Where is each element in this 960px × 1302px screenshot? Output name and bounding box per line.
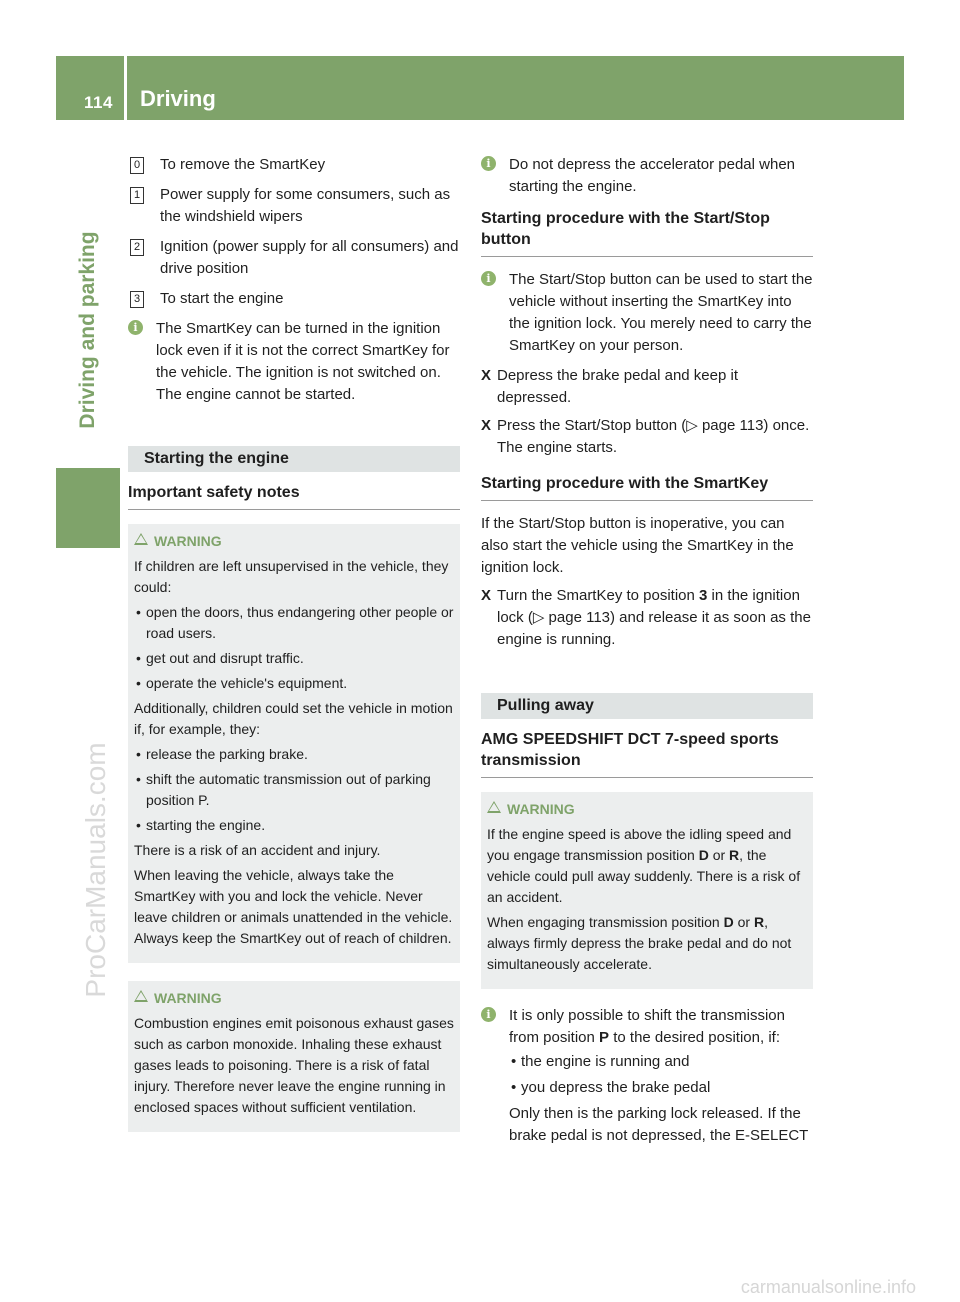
step-text: ) once. <box>763 417 810 434</box>
gear-position: D <box>723 914 734 930</box>
step-text: Turn the SmartKey to position <box>497 587 700 604</box>
page-number: 114 <box>84 93 113 112</box>
page-reference-link[interactable]: page 113 <box>548 609 610 626</box>
warning-text-part: , always firmly depress the brake pedal and do not simultaneously accelerate. <box>487 914 792 972</box>
warning-text-part: When engaging transmission position <box>487 914 724 930</box>
warning-box <box>481 792 813 989</box>
header-divider <box>124 56 127 120</box>
key-position-row <box>128 184 460 228</box>
key-position-text: Ignition (power supply for all consumers) and drive position <box>160 238 459 277</box>
step-result: The engine starts. <box>497 439 618 456</box>
warning-triangle-icon <box>487 801 501 813</box>
warning-bullet: • shift the automatic transmission out of parking position P. <box>134 769 454 811</box>
warning-text-part: or <box>708 847 730 863</box>
key-position-row <box>128 236 460 280</box>
gear-position: P <box>599 1029 610 1046</box>
subheading: Starting procedure with the Start/Stop button <box>481 208 813 257</box>
warning-text: Additionally, children could set the vehicle in motion if, for example, they: <box>134 700 453 737</box>
right-column <box>481 154 813 1155</box>
info-bullet: • you depress the brake pedal <box>509 1077 813 1099</box>
warning-box <box>128 981 460 1132</box>
instruction-step <box>481 365 813 409</box>
key-position-3-icon: 3 <box>130 291 144 308</box>
subheading: Important safety notes <box>128 482 460 510</box>
key-position-0-icon: 0 <box>130 157 144 174</box>
side-tab-marker <box>56 468 120 548</box>
warning-triangle-icon <box>134 990 148 1002</box>
info-icon: i <box>481 156 496 171</box>
warning-text <box>487 824 807 908</box>
step-text: Depress the brake pedal and keep it depressed. <box>497 367 738 406</box>
chapter-title: Driving <box>140 86 216 111</box>
step-arrow-icon: X <box>481 587 492 604</box>
info-note-text: Do not depress the accelerator pedal when starting the engine. <box>509 156 796 195</box>
step-text: in the ignition lock ( <box>497 587 800 626</box>
key-position-text: To remove the SmartKey <box>160 156 326 173</box>
key-position-text: Power supply for some consumers, such as the windshield wipers <box>160 186 451 225</box>
warning-text <box>487 912 807 975</box>
info-icon: i <box>481 1007 496 1022</box>
info-icon: i <box>481 271 496 286</box>
paragraph: If the Start/Stop button is inoperative, you can also start the vehicle using the SmartKey in the ignition lock. <box>481 515 794 576</box>
side-section-title: Driving and parking <box>76 231 99 429</box>
warning-bullet: • starting the engine. <box>134 815 454 836</box>
warning-bullet: • operate the vehicle's equipment. <box>134 673 454 694</box>
section-heading: Pulling away <box>481 693 813 719</box>
info-note-text: The SmartKey can be turned in the ignition lock even if it is not the correct SmartKey for the vehicle. The ignition is not switched on. The engine cannot be started. <box>156 320 450 403</box>
page-reference-link[interactable]: page 113 <box>701 417 764 434</box>
warning-bullet: • release the parking brake. <box>134 744 454 765</box>
info-note <box>481 269 813 357</box>
side-watermark: ProCarManuals.com <box>80 742 111 998</box>
warning-bullet: • get out and disrupt traffic. <box>134 648 454 669</box>
warning-title <box>487 798 807 820</box>
page-ref-icon: ▷ <box>532 609 549 626</box>
warning-title <box>134 987 454 1009</box>
warning-bullet: • open the doors, thus endangering other people or road users. <box>134 602 454 644</box>
warning-title-text: WARNING <box>154 990 222 1006</box>
info-note <box>481 1005 813 1147</box>
warning-box <box>128 524 460 963</box>
left-column <box>128 154 460 1132</box>
step-text: Press the Start/Stop button ( <box>497 417 687 434</box>
instruction-step <box>481 585 813 651</box>
warning-text: Combustion engines emit poisonous exhaust gases such as carbon monoxide. Inhaling these exhaust gases leads to poisoning. There is a risk of fatal injury. Therefore never leave the engine running in enclosed spaces without sufficient ventilation. <box>134 1015 454 1115</box>
key-position-2-icon: 2 <box>130 239 144 256</box>
info-note <box>128 318 460 406</box>
warning-text: There is a risk of an accident and injury. <box>134 842 381 858</box>
subheading: AMG SPEEDSHIFT DCT 7-speed sports transmission <box>481 729 813 778</box>
key-position-text: To start the engine <box>160 290 284 307</box>
warning-text-part: , the vehicle could pull away suddenly. There is a risk of an accident. <box>487 847 801 905</box>
subheading: Starting procedure with the SmartKey <box>481 473 813 501</box>
warning-text-part: If the engine speed is above the idling speed and you engage transmission position <box>487 826 792 863</box>
warning-title <box>134 530 454 552</box>
step-arrow-icon: X <box>481 367 492 384</box>
warning-title-text: WARNING <box>507 801 575 817</box>
page-ref-icon: ▷ <box>686 417 702 434</box>
info-bullet: • the engine is running and <box>509 1051 813 1073</box>
key-position-row <box>128 288 460 310</box>
gear-position: R <box>729 847 740 863</box>
info-icon: i <box>128 320 143 335</box>
info-note <box>481 154 813 198</box>
info-text-part: It is only possible to shift the transmission from position <box>509 1007 785 1046</box>
info-note-text: The Start/Stop button can be used to start the vehicle without inserting the SmartKey into the ignition lock. You merely need to carry the SmartKey on your person. <box>509 271 813 354</box>
warning-text: When leaving the vehicle, always take the SmartKey with you and lock the vehicle. Never leave children or animals unattended in the vehicle. Always keep the SmartKey out of reach of children. <box>134 867 453 946</box>
gear-position: D <box>698 847 709 863</box>
footer-watermark: carmanualsonline.info <box>740 1277 916 1297</box>
warning-text: If children are left unsupervised in the vehicle, they could: <box>134 558 449 595</box>
warning-title-text: WARNING <box>154 533 222 549</box>
step-text: ) and release it as soon as the engine is running. <box>497 609 811 648</box>
info-note-body <box>497 1005 813 1147</box>
section-heading: Starting the engine <box>128 446 460 472</box>
key-position-row <box>128 154 460 176</box>
info-text-part: to the desired position, if: <box>609 1029 780 1046</box>
warning-text-part: or <box>733 914 754 930</box>
warning-triangle-icon <box>134 533 148 545</box>
gear-position: R <box>753 914 765 930</box>
step-arrow-icon: X <box>481 417 492 434</box>
position-value: 3 <box>699 587 708 604</box>
key-position-1-icon: 1 <box>130 187 144 204</box>
info-text-part: Only then is the parking lock released. If the brake pedal is not depressed, the E-SELECT <box>509 1105 809 1144</box>
instruction-step <box>481 415 813 459</box>
